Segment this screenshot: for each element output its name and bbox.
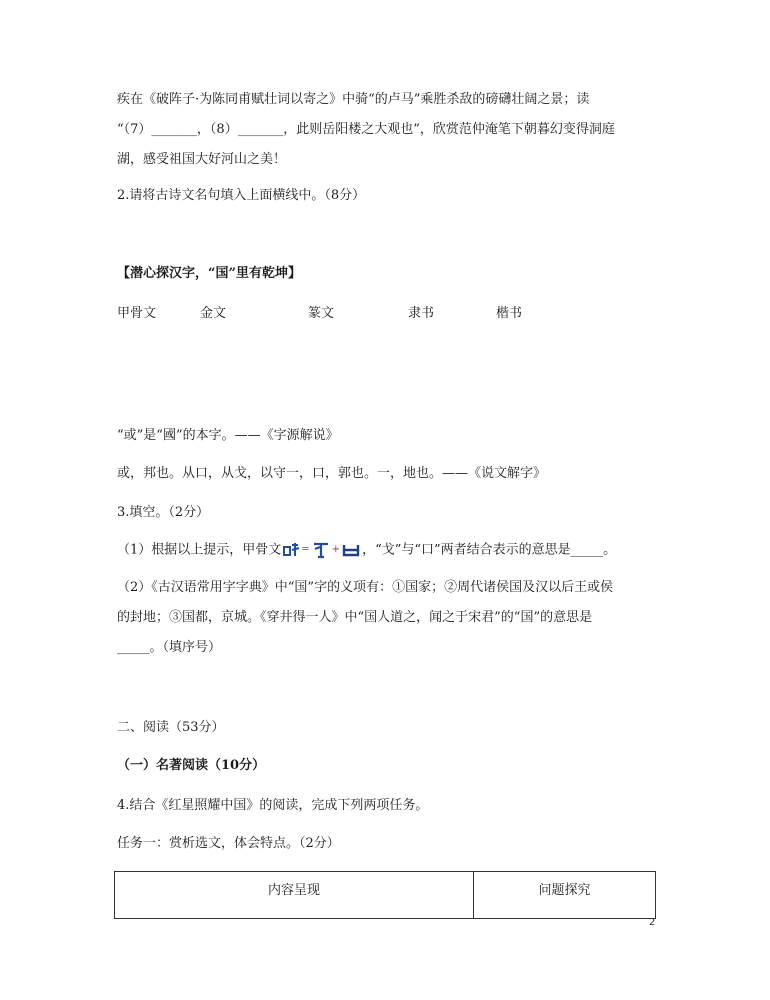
script-label-clerical: 隶书 bbox=[408, 306, 435, 321]
q3-1-suffix: ，“戈”与“口”两者结合表示的意思是_____。 bbox=[362, 542, 617, 558]
table-row bbox=[115, 872, 656, 919]
quote-shuowen: 或，邦也。从口，从戈，以守一，口，郭也。一，地也。——《说文解字》 bbox=[117, 466, 547, 481]
script-label-bronze: 金文 bbox=[200, 306, 227, 321]
part-2-heading: 二、阅读（53分） bbox=[117, 720, 225, 735]
oracle-kou-glyph bbox=[341, 542, 361, 558]
table-header-inquiry: 问题探究 bbox=[474, 872, 656, 919]
quote-ziyuan: “或”是“國”的本字。——《字源解说》 bbox=[117, 428, 339, 443]
subsection-heading: （一）名著阅读（10分） bbox=[117, 758, 266, 773]
oracle-ge-glyph bbox=[311, 541, 331, 559]
text-line-3: 湖，感受祖国大好河山之美！ bbox=[117, 152, 287, 167]
question-3-2-line-a: （2）《古汉语常用字字典》中“国”字的义项有：①国家；②周代诸侯国及汉以后王或侯 bbox=[117, 580, 614, 595]
page-number: 2 bbox=[649, 917, 656, 928]
table-header-content: 内容呈现 bbox=[115, 872, 474, 919]
script-label-seal: 篆文 bbox=[308, 306, 335, 321]
q3-1-prefix: （1）根据以上提示，甲骨文 bbox=[117, 542, 282, 558]
oracle-guo-glyph bbox=[282, 542, 300, 558]
script-label-regular: 楷书 bbox=[496, 306, 523, 321]
task-1: 任务一：赏析选文，体会特点。（2分） bbox=[117, 836, 340, 851]
script-label-oracle-bone: 甲骨文 bbox=[117, 306, 157, 321]
q3-1-equals: = bbox=[301, 544, 310, 555]
task-table bbox=[114, 871, 656, 919]
text-line-1: 疾在《破阵子·为陈同甫赋壮词以寄之》中骑“的卢马”乘胜杀敌的磅礴壮阔之景；读 bbox=[117, 92, 590, 107]
question-3-1 bbox=[117, 540, 616, 561]
section-heading: 【潜心探汉字，“国”里有乾坤】 bbox=[117, 266, 301, 281]
question-3-2-line-b: 的封地；③国都，京城。《穿井得一人》中“国人道之，闻之于宋君”的“国”的意思是 bbox=[117, 610, 593, 625]
q3-1-plus: + bbox=[331, 544, 341, 555]
question-3: 3.填空。（2分） bbox=[117, 505, 210, 520]
text-line-2: “（7）_______，（8）_______，此则岳阳楼之大观也”，欣赏范仲淹笔下朝暮幻变得洞庭 bbox=[117, 122, 615, 137]
question-4: 4.结合《红星照耀中国》的阅读，完成下列两项任务。 bbox=[117, 798, 429, 813]
question-2: 2.请将古诗文名句填入上面横线中。（8分） bbox=[117, 188, 366, 203]
question-3-2-line-c: _____。（填序号） bbox=[117, 640, 222, 655]
